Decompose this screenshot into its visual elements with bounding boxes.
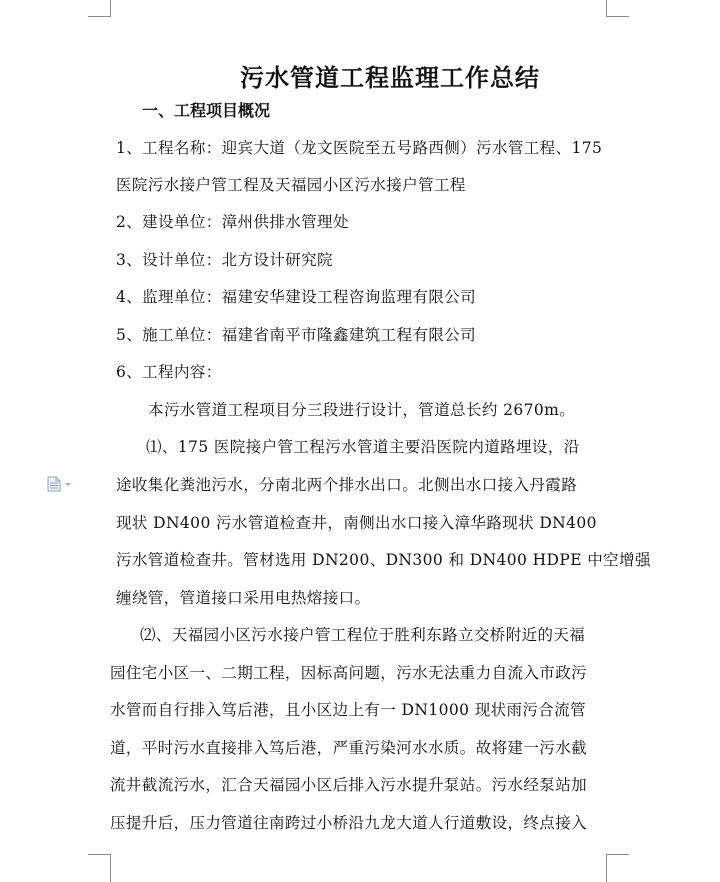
crop-mark-bottom-left bbox=[88, 854, 111, 882]
item-project-name: 1、工程名称：迎宾大道（龙文医院至五号路西侧）污水管工程、175 bbox=[116, 139, 603, 157]
paragraph-line: 污水管道检查井。管材选用 DN200、DN300 和 DN400 HDPE 中空增强 bbox=[116, 551, 651, 569]
item-project-content: 6、工程内容： bbox=[116, 363, 222, 381]
paragraph-line: 水管而自行排入笃后港，且小区边上有一 DN1000 现状雨污合流管 bbox=[110, 701, 586, 719]
item-supervision-unit: 4、监理单位：福建安华建设工程咨询监理有限公司 bbox=[116, 288, 477, 306]
paragraph-line: ⑵、天福园小区污水接户管工程位于胜利东路立交桥附近的天福 bbox=[140, 626, 586, 644]
paragraph-line: 本污水管道工程项目分三段进行设计，管道总长约 2670m。 bbox=[148, 401, 576, 419]
paragraph-line: ⑴、175 医院接户管工程污水管道主要沿医院内道路埋设，沿 bbox=[146, 438, 580, 456]
item-construction-unit: 2、建设单位：漳州供排水管理处 bbox=[116, 213, 349, 231]
paragraph-line: 压提升后，压力管道往南跨过小桥沿九龙大道人行道敷设，终点接入 bbox=[110, 814, 588, 832]
crop-mark-top-right bbox=[606, 0, 629, 17]
crop-mark-bottom-right bbox=[606, 854, 629, 882]
paragraph-line: 园住宅小区一、二期工程，因标高问题，污水无法重力自流入市政污 bbox=[110, 664, 588, 682]
item-project-name-continued: 医院污水接户管工程及天福园小区污水接户管工程 bbox=[116, 176, 466, 194]
paragraph-line: 缠绕管，管道接口采用电热熔接口。 bbox=[116, 589, 371, 607]
paragraph-line: 现状 DN400 污水管道检查井，南侧出水口接入漳华路现状 DN400 bbox=[116, 514, 597, 532]
item-contractor: 5、施工单位：福建省南平市隆鑫建筑工程有限公司 bbox=[116, 326, 477, 344]
item-design-unit: 3、设计单位：北方设计研究院 bbox=[116, 251, 333, 269]
paragraph-line: 途收集化粪池污水，分南北两个排水出口。北侧出水口接入丹霞路 bbox=[116, 476, 578, 494]
document-paragraph-icon[interactable] bbox=[46, 476, 76, 492]
paragraph-line: 道，平时污水直接排入笃后港，严重污染河水水质。故将建一污水截 bbox=[110, 739, 588, 757]
crop-mark-top-left bbox=[88, 0, 111, 17]
section-heading: 一、工程项目概况 bbox=[142, 101, 271, 120]
paragraph-line: 流井截流污水，汇合天福园小区后排入污水提升泵站。污水经泵站加 bbox=[110, 776, 588, 794]
document-title: 污水管道工程监理工作总结 bbox=[240, 64, 540, 92]
